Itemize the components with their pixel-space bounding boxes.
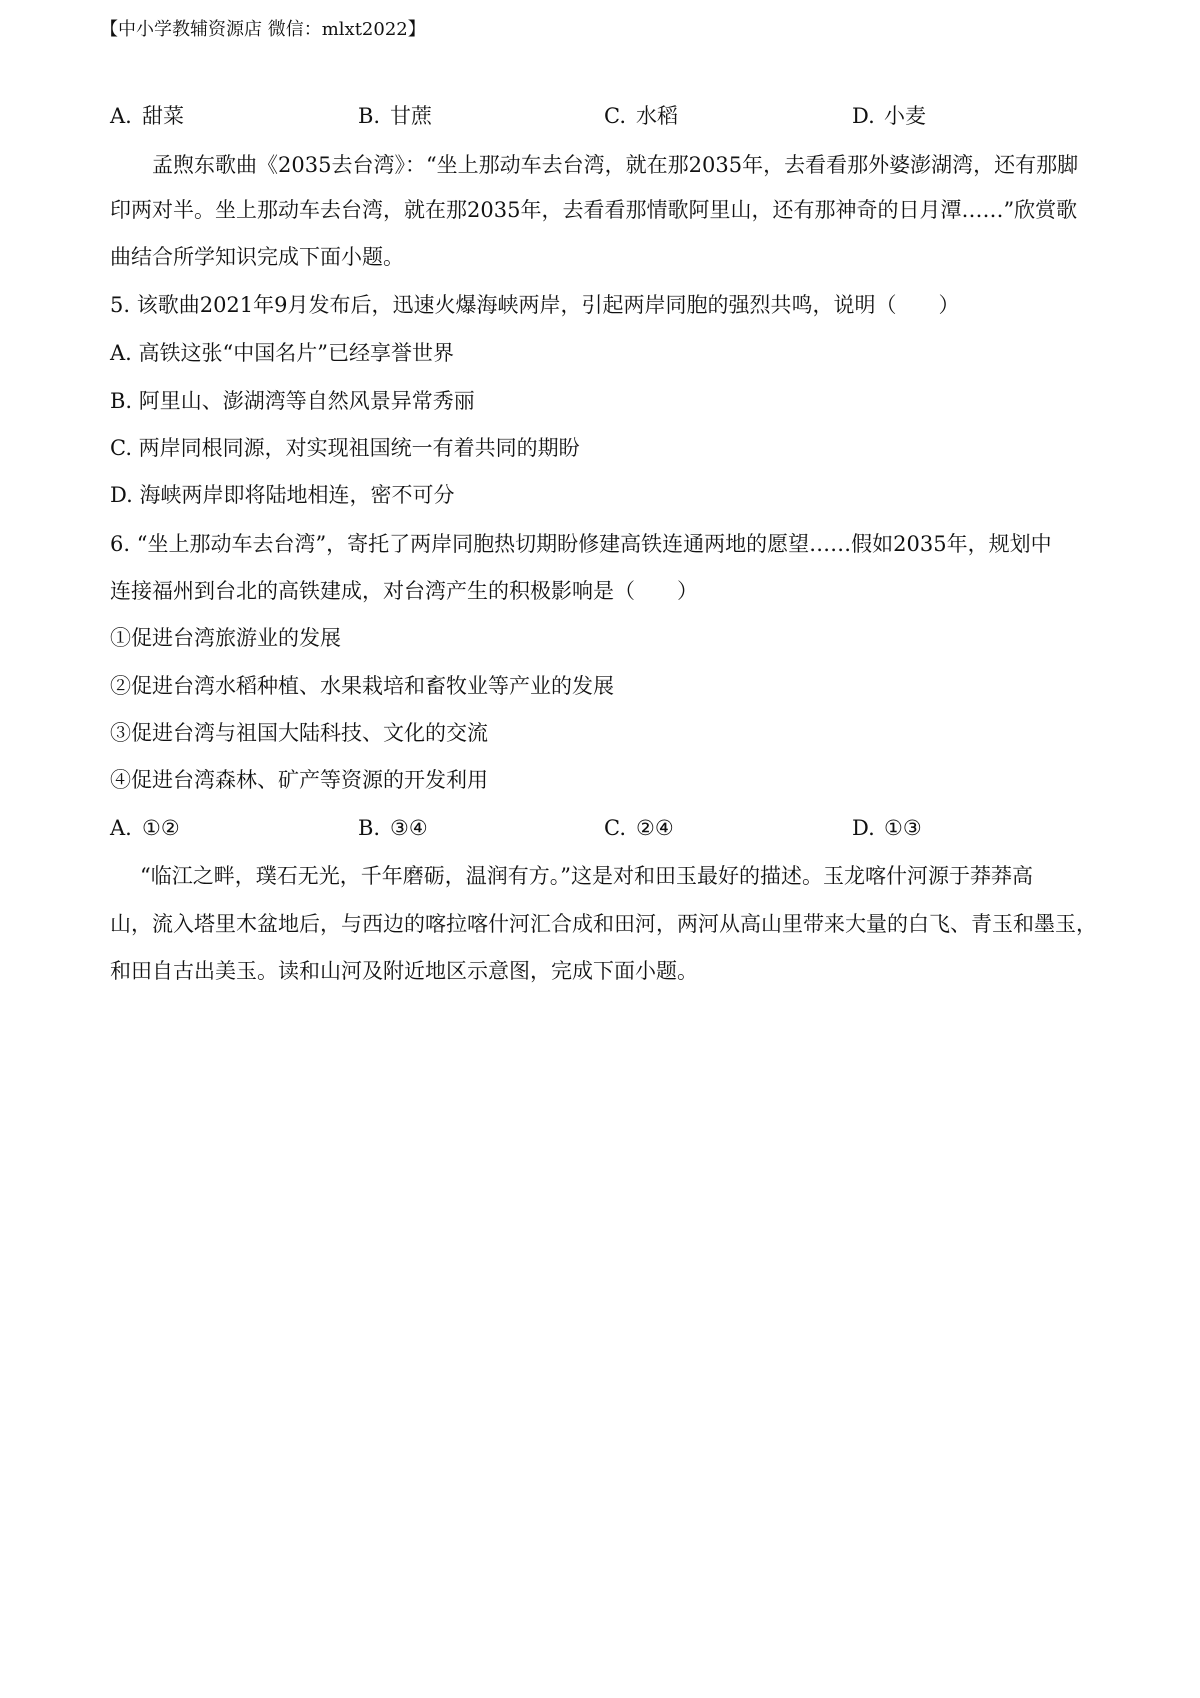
material-1-line-3: 曲结合所学知识完成下面小题。: [110, 245, 404, 269]
q6-statement-4: ④促进台湾森林、矿产等资源的开发利用: [110, 768, 488, 792]
q6-option-d: D. ①③: [852, 816, 922, 840]
q6-option-b: B. ③④: [358, 816, 428, 840]
q6-statement-3: ③促进台湾与祖国大陆科技、文化的交流: [110, 721, 488, 745]
q6-statement-2: ②促进台湾水稻种植、水果栽培和畜牧业等产业的发展: [110, 674, 614, 698]
material-2-line-2: 山，流入塔里木盆地后，与西边的喀拉喀什河汇合成和田河，两河从高山里带来大量的白飞、青玉和墨玉，: [110, 912, 1097, 936]
material-1-line-1: 孟煦东歌曲《2035去台湾》：“坐上那动车去台湾，就在那2035年，去看看那外婆澎湖湾，还有那脚: [152, 153, 1079, 177]
q6-stem-line-1: 6. “坐上那动车去台湾”，寄托了两岸同胞热切期盼修建高铁连通两地的愿望……假如2035年，规划中: [110, 532, 1052, 556]
q4-options: [110, 101, 1110, 131]
q4-option-d: D. 小麦: [852, 104, 926, 128]
material-2-line-1: “临江之畔，璞石无光，千年磨砺，温润有方。”这是对和田玉最好的描述。玉龙喀什河源于莽莽高: [140, 864, 1033, 888]
material-2-line-3: 和田自古出美玉。读和山河及附近地区示意图，完成下面小题。: [110, 959, 698, 983]
q5-option-a: A. 高铁这张“中国名片”已经享誉世界: [110, 341, 454, 365]
material-1-line-2: 印两对半。坐上那动车去台湾，就在那2035年，去看看那情歌阿里山，还有那神奇的日月潭……”欣赏歌: [110, 198, 1078, 222]
q5-option-c: C. 两岸同根同源，对实现祖国统一有着共同的期盼: [110, 436, 580, 460]
page-header-watermark: 【中小学教辅资源店 微信：mlxt2022】: [100, 19, 426, 40]
q5-option-d: D. 海峡两岸即将陆地相连，密不可分: [110, 483, 455, 507]
q4-option-b: B. 甘蔗: [358, 104, 432, 128]
q5-stem: 5. 该歌曲2021年9月发布后，迅速火爆海峡两岸，引起两岸同胞的强烈共鸣，说明（ ）: [110, 293, 960, 317]
q6-statement-1: ①促进台湾旅游业的发展: [110, 626, 341, 650]
q6-stem-line-2: 连接福州到台北的高铁建成，对台湾产生的积极影响是（ ）: [110, 579, 698, 603]
q6-option-c: C. ②④: [604, 816, 674, 840]
q4-option-a: A. 甜菜: [110, 104, 184, 128]
q4-option-c: C. 水稻: [604, 104, 678, 128]
q6-option-a: A. ①②: [110, 816, 180, 840]
q5-option-b: B. 阿里山、澎湖湾等自然风景异常秀丽: [110, 389, 475, 413]
q6-options: [110, 813, 1110, 843]
